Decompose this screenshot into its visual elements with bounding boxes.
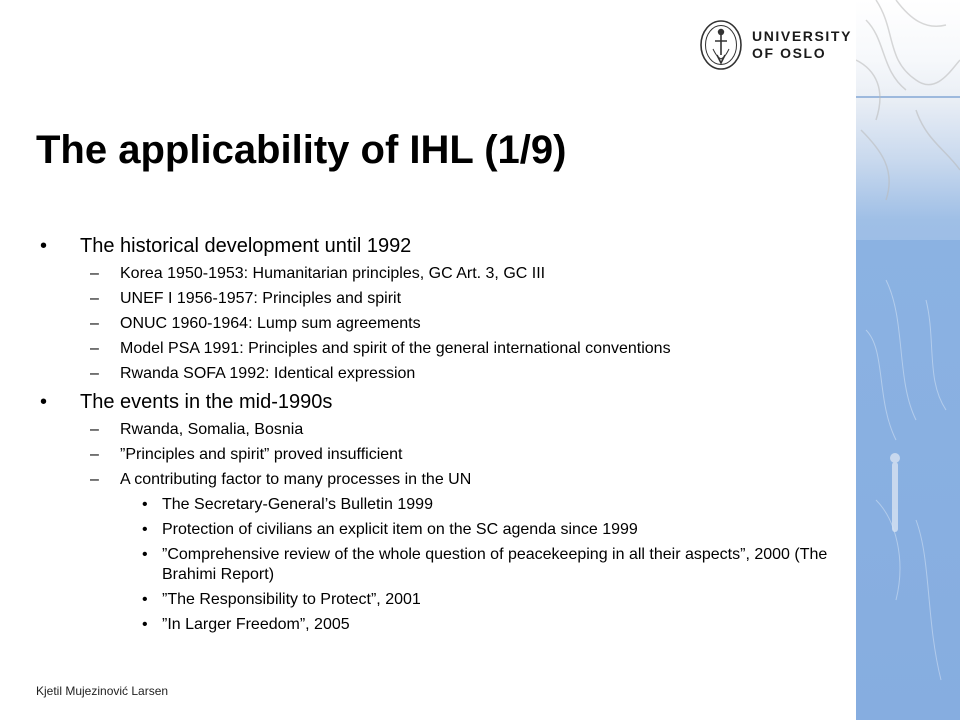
dash-marker: – [90,290,99,307]
dash-marker: – [90,340,99,357]
bullet-marker: • [142,496,148,513]
sub-bullet-text: A contributing factor to many processes in the UN [120,471,472,488]
sub-bullet-item [40,470,840,490]
sub-bullet-item [40,264,840,284]
sub-bullet-text: Model PSA 1991: Principles and spirit of the general international conventions [120,340,671,357]
third-level-item [40,545,840,585]
bullet-marker: • [40,391,48,413]
sub-bullet-item [40,289,840,309]
dash-marker: – [90,315,99,332]
logo-line-2: OF OSLO [752,45,827,61]
sub-bullet-item [40,364,840,384]
bullet-text: The historical development until 1992 [80,235,412,257]
university-seal-icon [699,19,743,71]
bullet-item [40,233,840,259]
bullet-marker: • [142,546,148,563]
third-level-text: ”Comprehensive review of the whole question of peacekeeping in all their aspects”, 2000 (The Brahimi Report) [162,546,828,583]
sub-bullet-item [40,339,840,359]
bullet-marker: • [40,235,48,257]
dash-marker: – [90,446,99,463]
bullet-text: The events in the mid-1990s [80,391,333,413]
bullet-item [40,389,840,415]
third-level-item [40,520,840,540]
dash-marker: – [90,265,99,282]
sub-bullet-item [40,420,840,440]
dash-marker: – [90,365,99,382]
third-level-item [40,590,840,610]
dash-marker: – [90,421,99,438]
sub-bullet-text: ”Principles and spirit” proved insufficient [120,446,403,463]
bullet-marker: • [142,616,148,633]
sub-bullet-item [40,314,840,334]
bullet-marker: • [142,521,148,538]
third-level-text: Protection of civilians an explicit item on the SC agenda since 1999 [162,521,638,538]
sub-bullet-text: ONUC 1960-1964: Lump sum agreements [120,315,421,332]
university-logo[interactable] [699,18,852,72]
decorative-side-panel [856,0,960,720]
bullet-marker: • [142,591,148,608]
third-level-text: ”The Responsibility to Protect”, 2001 [162,591,421,608]
sub-bullet-text: Korea 1950-1953: Humanitarian principles, GC Art. 3, GC III [120,265,546,282]
sub-bullet-text: Rwanda SOFA 1992: Identical expression [120,365,416,382]
third-level-item [40,615,840,635]
third-level-text: The Secretary-General’s Bulletin 1999 [162,496,433,513]
statue-illustration-icon [856,0,960,720]
sub-bullet-text: Rwanda, Somalia, Bosnia [120,421,304,438]
third-level-item [40,495,840,515]
dash-marker: – [90,471,99,488]
logo-line-1: UNIVERSITY [752,28,853,44]
third-level-text: ”In Larger Freedom”, 2005 [162,616,350,633]
sub-bullet-item [40,445,840,465]
university-name [752,28,852,62]
footer-author: Kjetil Mujezinović Larsen [36,684,169,698]
slide-body [40,233,840,635]
slide-title: The applicability of IHL (1/9) [36,128,567,172]
sub-bullet-text: UNEF I 1956-1957: Principles and spirit [120,290,402,307]
